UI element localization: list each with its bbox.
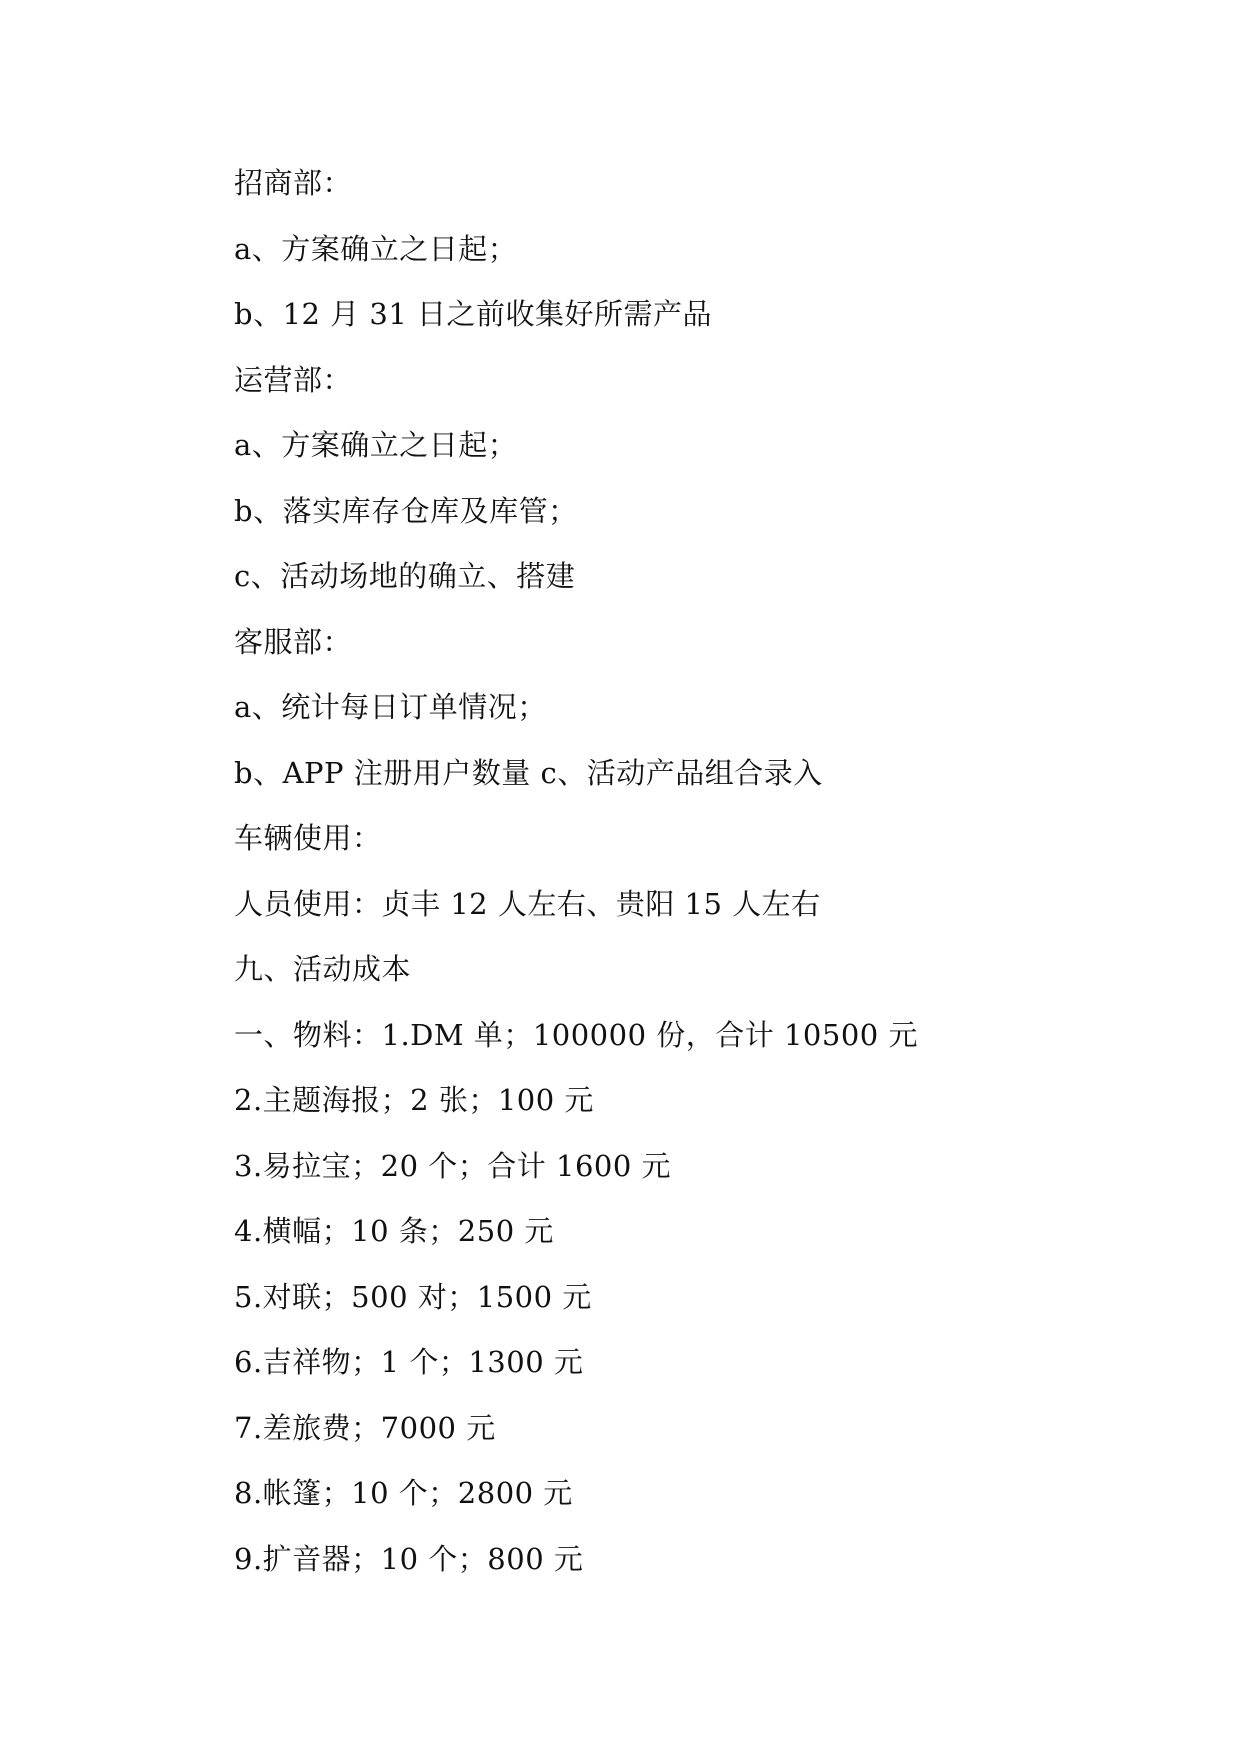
cost-item: 2.主题海报；2 张；100 元	[234, 1083, 594, 1117]
list-item: a、方案确立之日起；	[234, 428, 518, 462]
cost-item: 一、物料：1.DM 单；100000 份，合计 10500 元	[234, 1017, 918, 1052]
list-item: a、统计每日订单情况；	[234, 690, 547, 724]
list-item: b、12 月 31 日之前收集好所需产品	[234, 297, 713, 331]
list-item: a、方案确立之日起；	[234, 231, 518, 266]
cost-item: 5.对联；500 对；1500 元	[234, 1279, 592, 1314]
list-item: c、活动场地的确立、搭建	[234, 559, 576, 593]
section-heading-customer-service: 客服部：	[234, 624, 353, 659]
cost-item: 3.易拉宝；20 个；合计 1600 元	[234, 1148, 672, 1183]
cost-item: 4.横幅；10 条；250 元	[234, 1214, 554, 1248]
cost-item: 7.差旅费；7000 元	[234, 1410, 496, 1445]
staffing-line: 人员使用：贞丰 12 人左右、贵阳 15 人左右	[234, 886, 821, 921]
cost-item: 9.扩音器；10 个；800 元	[234, 1541, 584, 1576]
section-heading-operations: 运营部：	[234, 362, 353, 397]
cost-item: 8.帐篷；10 个；2800 元	[234, 1476, 573, 1510]
list-item: b、落实库存仓库及库管；	[234, 493, 578, 528]
list-item: b、APP 注册用户数量 c、活动产品组合录入	[234, 755, 823, 790]
section-heading-investment: 招商部：	[234, 166, 353, 200]
section-heading-activity-cost: 九、活动成本	[234, 952, 412, 986]
document-body	[234, 157, 1094, 1598]
cost-item: 6.吉祥物；1 个；1300 元	[234, 1345, 584, 1379]
section-heading-vehicles: 车辆使用：	[234, 821, 382, 855]
